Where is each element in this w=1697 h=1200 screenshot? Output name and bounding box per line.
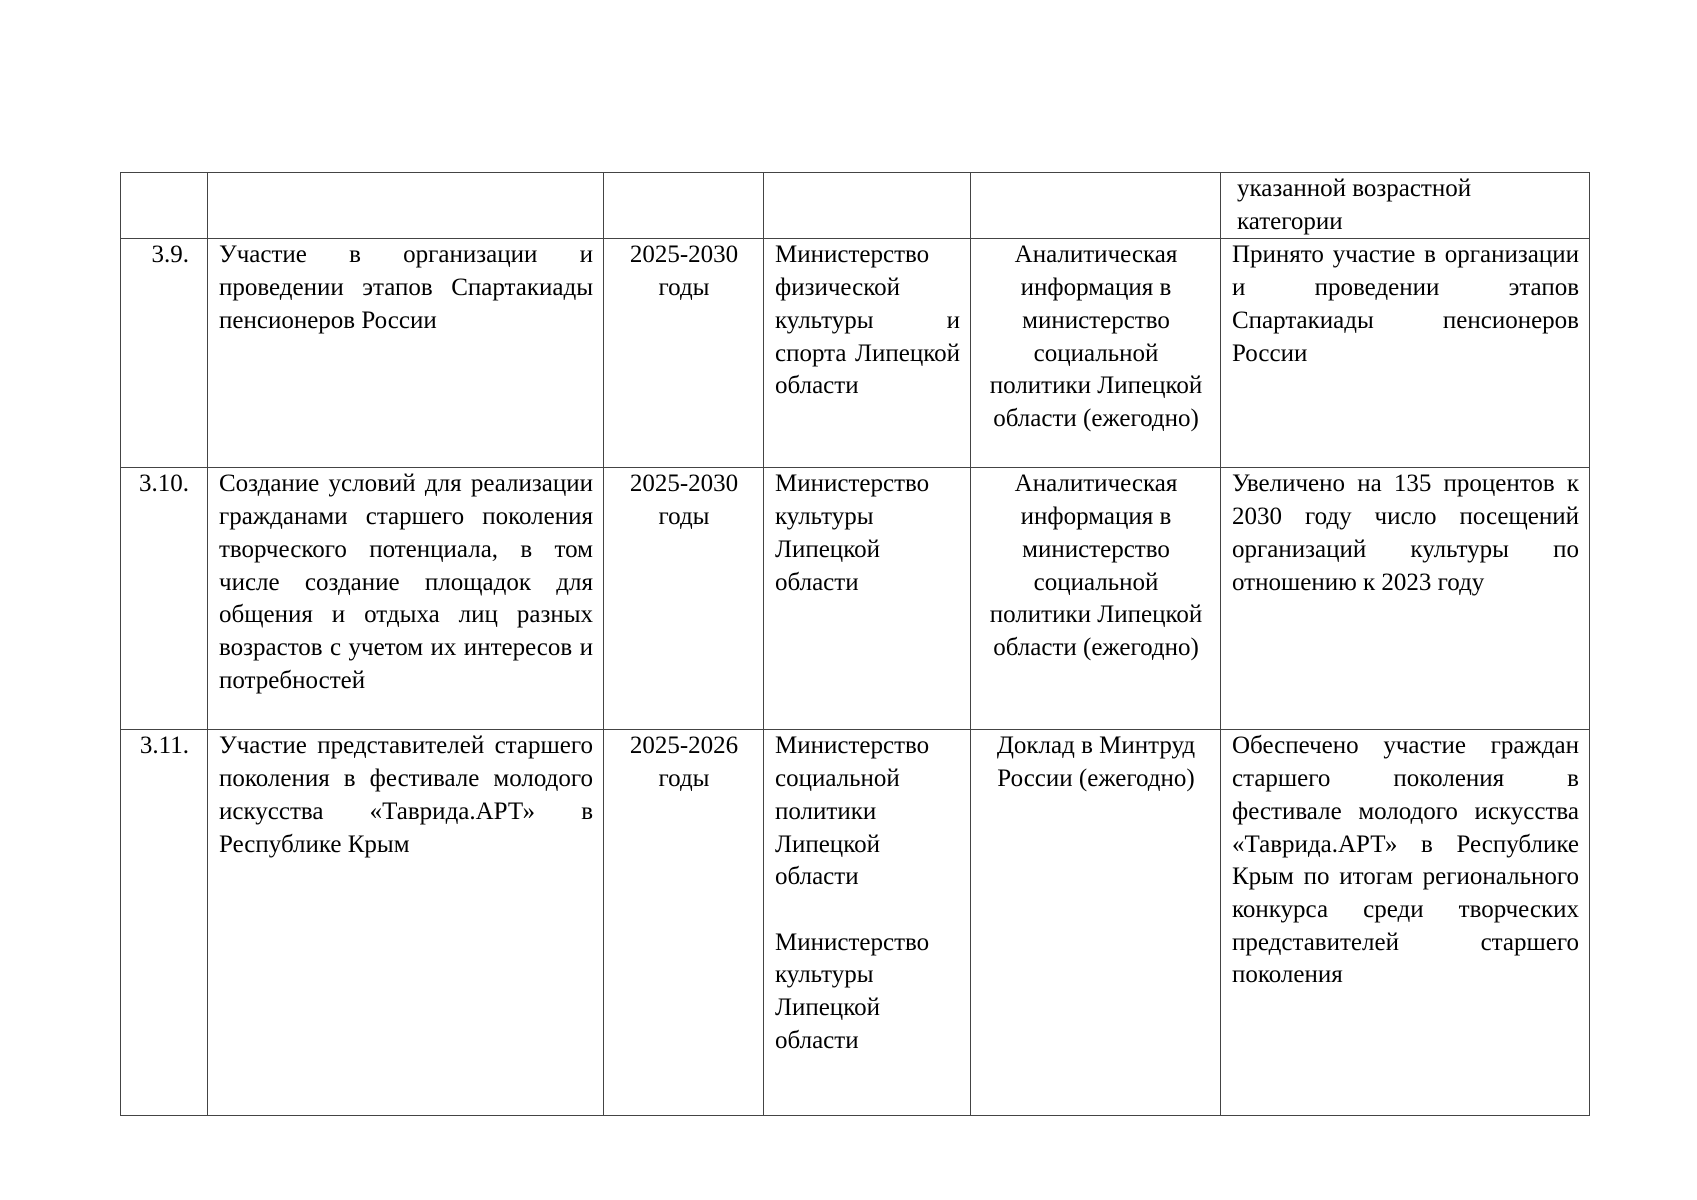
executor-cell xyxy=(764,730,971,1116)
report-text: Аналитическая информация в министерство социальной политики Липецкой области (ежегодно) xyxy=(989,241,1203,432)
row-number: 3.10. xyxy=(139,470,189,498)
period-cell xyxy=(604,239,764,468)
report-text: Аналитическая информация в министерство социальной политики Липецкой области (ежегодно) xyxy=(989,470,1203,661)
table-row xyxy=(121,239,1590,468)
result-cell xyxy=(1221,239,1590,468)
action-cell xyxy=(208,239,604,468)
period-text: 2025-2030 годы xyxy=(629,470,739,531)
executor-cell xyxy=(764,468,971,730)
result-text: Принято участие в организации и проведении этапов Спартакиады пенсионеров России xyxy=(1232,241,1579,367)
row-number-cell xyxy=(121,239,208,468)
result-text: указанной возрастной категории xyxy=(1237,175,1472,235)
report-cell xyxy=(971,239,1221,468)
executor-cell xyxy=(764,173,971,239)
executor-text: Министерство физической культуры и спорта Липецкой области xyxy=(775,241,960,400)
period-text: 2025-2030 годы xyxy=(629,241,739,302)
action-text: Участие в организации и проведении этапов Спартакиады пенсионеров России xyxy=(219,241,593,334)
report-text: Доклад в Минтруд России (ежегодно) xyxy=(996,732,1196,793)
executor-text: Министерство культуры Липецкой области xyxy=(775,928,930,1054)
period-cell xyxy=(604,173,764,239)
executor-text: Министерство культуры Липецкой области xyxy=(775,470,930,596)
period-text: 2025-2026 годы xyxy=(629,732,739,793)
row-number: 3.9. xyxy=(151,241,189,269)
report-cell xyxy=(971,468,1221,730)
result-text: Обеспечено участие граждан старшего поколения в фестивале молодого искусства «Таврида.АРТ» в Республике Крым по итогам регионального конкурса среди творческих представителей старшего поколения xyxy=(1232,732,1579,989)
row-number-cell xyxy=(121,173,208,239)
executor-gap xyxy=(775,894,960,927)
result-cell xyxy=(1221,468,1590,730)
table-row xyxy=(121,468,1590,730)
action-cell xyxy=(208,730,604,1116)
result-cell xyxy=(1221,730,1590,1116)
executor-text: Министерство социальной политики Липецкой области xyxy=(775,732,930,891)
result-text: Увеличено на 135 процентов к 2030 году число посещений организаций культуры по отношению к 2023 году xyxy=(1232,470,1579,596)
result-cell xyxy=(1221,173,1590,239)
table-row xyxy=(121,730,1590,1116)
action-text: Участие представителей старшего поколения в фестивале молодого искусства «Таврида.АРТ» в Республике Крым xyxy=(219,732,593,858)
action-text: Создание условий для реализации гражданами старшего поколения творческого потенциала, в том числе создание площадок для общения и отдыха лиц разных возрастов с учетом их интересов и потребностей xyxy=(219,470,593,694)
table-row xyxy=(121,173,1590,239)
period-cell xyxy=(604,468,764,730)
row-number: 3.11. xyxy=(139,732,189,760)
action-cell xyxy=(208,173,604,239)
row-number-cell xyxy=(121,730,208,1116)
row-number-cell xyxy=(121,468,208,730)
measures-table xyxy=(120,172,1590,1116)
action-cell xyxy=(208,468,604,730)
period-cell xyxy=(604,730,764,1116)
report-cell xyxy=(971,173,1221,239)
executor-cell xyxy=(764,239,971,468)
report-cell xyxy=(971,730,1221,1116)
